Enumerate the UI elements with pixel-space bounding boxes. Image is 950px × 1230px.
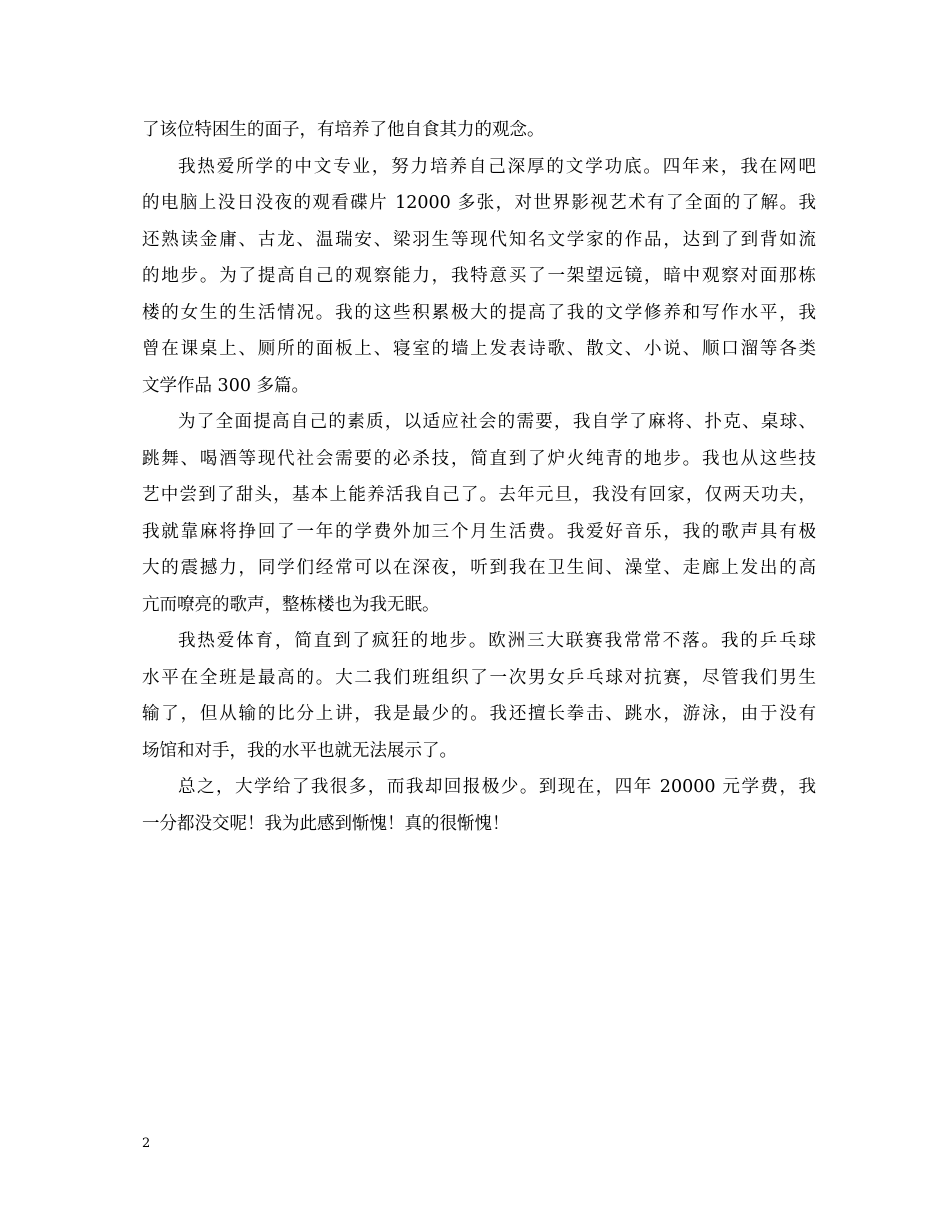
document-body	[142, 112, 816, 842]
paragraph-line: 我就靠麻将挣回了一年的学费外加三个月生活费。我爱好音乐，我的歌声具有极	[142, 521, 816, 542]
paragraph-line: 跳舞、喝酒等现代社会需要的必杀技，简直到了炉火纯青的地步。我也从这些技	[142, 448, 816, 469]
paragraph-line: 文学作品 300 多篇。	[142, 375, 310, 396]
paragraph-line: 亢而嘹亮的歌声，整栋楼也为我无眠。	[142, 594, 440, 615]
paragraph-line: 的地步。为了提高自己的观察能力，我特意买了一架望远镜，暗中观察对面那栋	[142, 266, 816, 286]
paragraph-line: 我热爱所学的中文专业，努力培养自己深厚的文学功底。四年来，我在网吧	[178, 156, 816, 177]
paragraph-line: 一分都没交呢！我为此感到惭愧！真的很惭愧！	[142, 813, 510, 834]
paragraph-line: 还熟读金庸、古龙、温瑞安、梁羽生等现代知名文学家的作品，达到了到背如流	[142, 229, 816, 250]
paragraph-line: 的电脑上没日没夜的观看碟片 12000 多张，对世界影视艺术有了全面的了解。我	[142, 193, 816, 213]
paragraph-line: 了该位特困生的面子，有培养了他自食其力的观念。	[142, 120, 545, 140]
paragraph-line: 总之，大学给了我很多，而我却回报极少。到现在，四年 20000 元学费，我	[178, 777, 816, 797]
paragraph-line: 大的震撼力，同学们经常可以在深夜，听到我在卫生间、澡堂、走廊上发出的高	[142, 558, 816, 578]
paragraph-line: 输了，但从输的比分上讲，我是最少的。我还擅长拳击、跳水，游泳，由于没有	[142, 704, 816, 724]
paragraph-line: 曾在课桌上、厕所的面板上、寝室的墙上发表诗歌、散文、小说、顺口溜等各类	[142, 339, 816, 359]
paragraph-line: 艺中尝到了甜头，基本上能养活我自己了。去年元旦，我没有回家，仅两天功夫，	[142, 485, 816, 505]
paragraph-line: 为了全面提高自己的素质，以适应社会的需要，我自学了麻将、扑克、桌球、	[178, 412, 816, 432]
paragraph-line: 水平在全班是最高的。大二我们班组织了一次男女乒乓球对抗赛，尽管我们男生	[142, 667, 816, 688]
page-number: 2	[142, 1136, 151, 1151]
paragraph-line: 我热爱体育，简直到了疯狂的地步。欧洲三大联赛我常常不落。我的乒乓球	[178, 631, 816, 651]
paragraph-line: 楼的女生的生活情况。我的这些积累极大的提高了我的文学修养和写作水平，我	[142, 302, 816, 323]
paragraph-line: 场馆和对手，我的水平也就无法展示了。	[142, 740, 457, 761]
